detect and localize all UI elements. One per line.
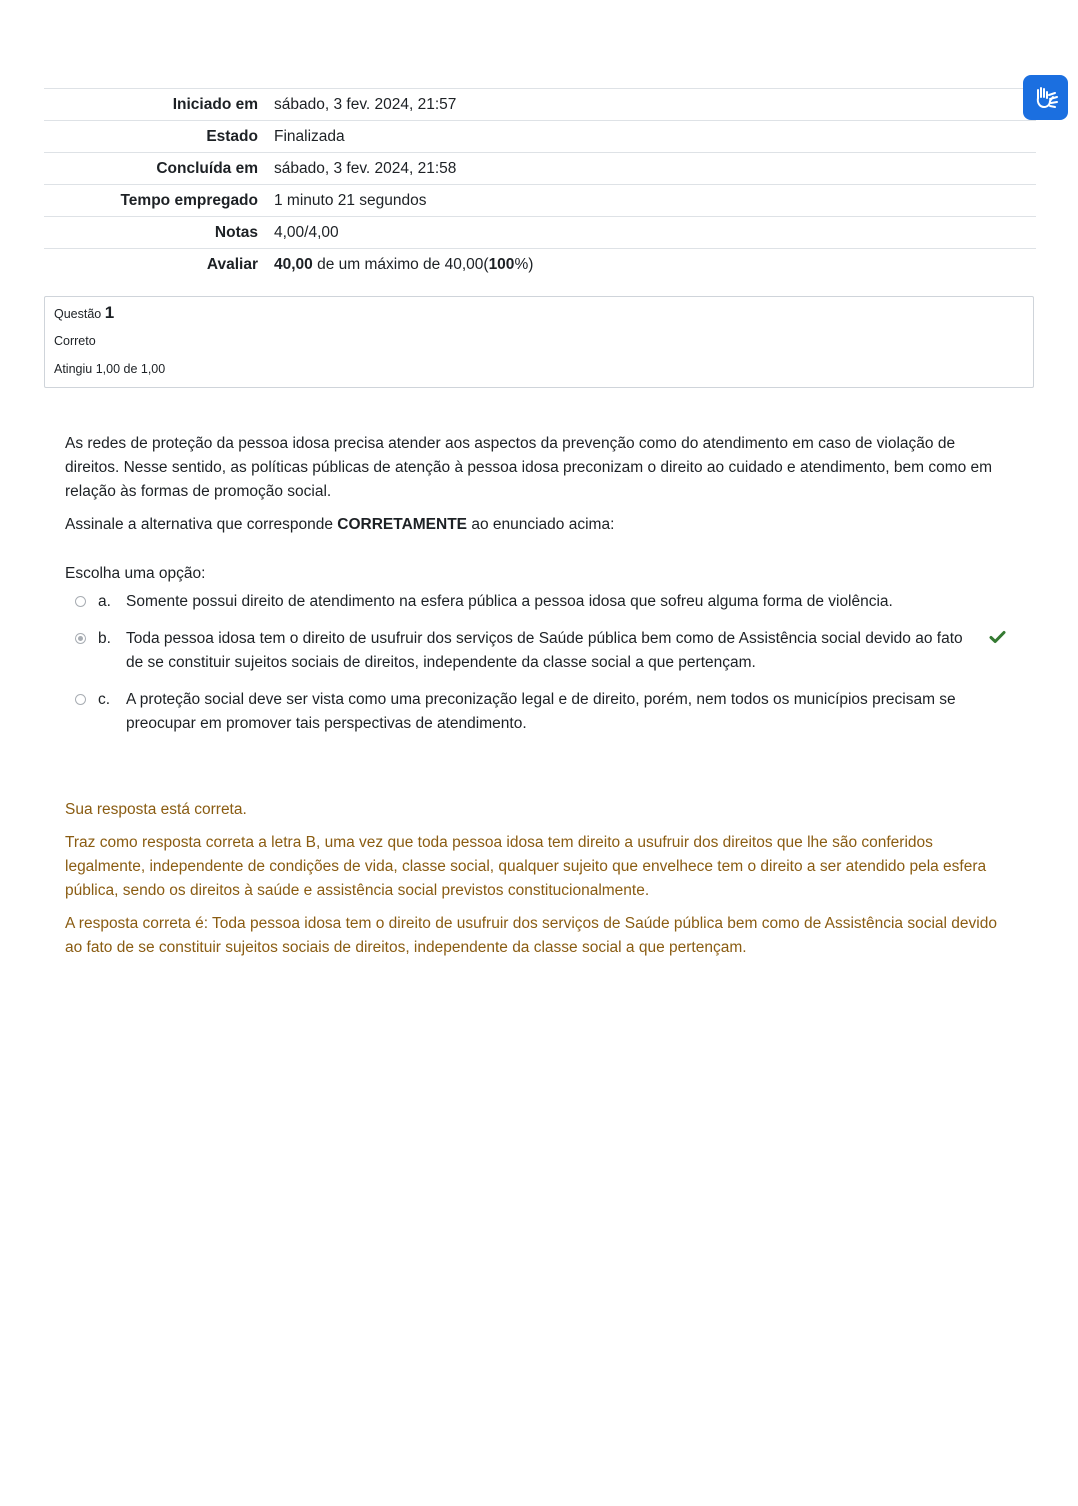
summary-value: Finalizada: [266, 121, 1036, 153]
answer-option-a[interactable]: [74, 590, 1014, 614]
question-instruction: [65, 513, 1010, 537]
summary-value: sábado, 3 fev. 2024, 21:58: [266, 153, 1036, 185]
instruction-before: Assinale a alternativa que corresponde: [65, 516, 338, 533]
summary-row-time: [44, 185, 1036, 217]
option-text: Toda pessoa idosa tem o direito de usufruir dos serviços de Saúde pública bem como de Assistência social devido ao fato de se constituir sujeitos sociais de direitos, independente da classe social a que pertençam.: [126, 630, 963, 671]
accessibility-button[interactable]: [1023, 75, 1068, 120]
instruction-after: ao enunciado acima:: [467, 516, 615, 533]
summary-row-started: [44, 89, 1036, 121]
summary-value: 4,00/4,00: [266, 217, 1036, 249]
summary-row-marks: [44, 217, 1036, 249]
question-statement: As redes de proteção da pessoa idosa precisa atender aos aspectos da prevenção como do atendimento em caso de violação de direitos. Nesse sentido, as políticas públicas de atenção à pessoa idosa preconizam o direito ao cuidado e atendimento, bem como em relação às formas de promoção social.: [65, 435, 993, 500]
question-number-value: 1: [104, 303, 115, 322]
feedback-status: Sua resposta está correta.: [65, 801, 247, 818]
instruction-bold: CORRETAMENTE: [337, 516, 468, 533]
summary-label: Estado: [44, 121, 266, 153]
grade-percent: 100: [488, 256, 515, 273]
radio-button-selected[interactable]: [75, 633, 86, 644]
option-text: A proteção social deve ser vista como uma preconização legal e de direito, porém, nem todos os municípios precisam se preocupar em promover tais perspectivas de atendimento.: [126, 691, 956, 732]
question-text: [65, 432, 1010, 546]
feedback-block: [65, 798, 1010, 969]
option-letter: a.: [98, 593, 111, 610]
summary-value: 1 minuto 21 segundos: [266, 185, 1036, 217]
grade-score: 40,00: [274, 256, 313, 273]
question-points: Atingiu 1,00 de 1,00: [54, 362, 166, 376]
summary-label: Concluída em: [44, 153, 266, 185]
feedback-correct-answer: A resposta correta é: Toda pessoa idosa tem o direito de usufruir dos serviços de Saúde pública bem como de Assistência social devido ao fato de se constituir sujeitos sociais de direitos, independente da classe social a que pertençam.: [65, 915, 997, 956]
summary-label: Notas: [44, 217, 266, 249]
summary-label: Avaliar: [44, 249, 266, 281]
question-status: Correto: [54, 334, 96, 348]
sign-language-icon: [1031, 83, 1061, 113]
option-letter: c.: [98, 691, 111, 708]
summary-label: Tempo empregado: [44, 185, 266, 217]
summary-row-completed: [44, 153, 1036, 185]
question-number: [54, 305, 1024, 322]
question-info-box: [44, 296, 1034, 388]
answer-options: [74, 590, 1014, 749]
option-text: Somente possui direito de atendimento na esfera pública a pessoa idosa que sofreu alguma forma de violência.: [126, 593, 893, 610]
option-letter: b.: [98, 630, 111, 647]
summary-grade-value: [266, 249, 1036, 281]
quiz-summary-table: [44, 88, 1036, 280]
grade-middle: de um máximo de 40,00(: [312, 256, 489, 273]
summary-label: Iniciado em: [44, 89, 266, 121]
radio-button[interactable]: [75, 596, 86, 607]
answer-option-c[interactable]: [74, 688, 1014, 736]
grade-end: %): [514, 256, 534, 273]
summary-row-state: [44, 121, 1036, 153]
answer-prompt: Escolha uma opção:: [65, 565, 206, 582]
summary-value: sábado, 3 fev. 2024, 21:57: [266, 89, 1036, 121]
feedback-explanation: Traz como resposta correta a letra B, uma vez que toda pessoa idosa tem direito a usufruir dos direitos que lhe são conferidos legalmente, independente de condições de vida, classe social, qualquer sujeito que envelhece tem o direito a ser atendido pela esfera pública, sendo os direitos à saúde e assistência social previstos constitucionalmente.: [65, 834, 987, 899]
radio-button[interactable]: [75, 694, 86, 705]
answer-option-b[interactable]: [74, 627, 1014, 675]
check-icon: [989, 628, 1006, 652]
summary-row-grade: [44, 249, 1036, 281]
question-label: Questão: [54, 307, 102, 321]
